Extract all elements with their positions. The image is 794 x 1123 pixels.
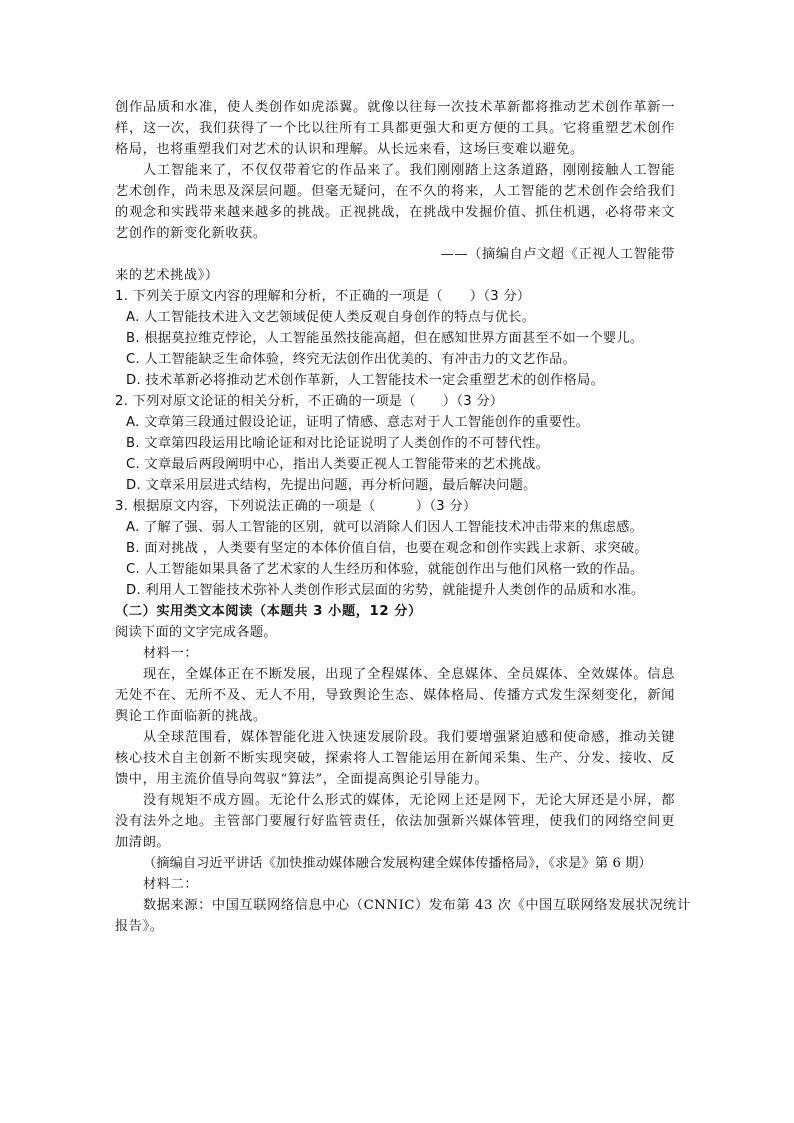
option-3c[interactable]: C. 人工智能如果具备了艺术家的人生经历和体验，就能创作出与他们风格一致的作品。 xyxy=(126,562,644,577)
text-line: 艺创作的新变化新收获。 xyxy=(115,226,267,241)
text-line: 现在，全媒体正在不断发展，出现了全程媒体、全息媒体、全员媒体、全效媒体。信息 xyxy=(143,667,675,682)
material-label: 材料二： xyxy=(143,877,199,892)
text-line: 的观念和实践带来越来越多的挑战。正视挑战，在挑战中发掘价值、抓住机遇，必将带来文 xyxy=(115,205,675,220)
text-line: 馈中，用主流价值导向驾驭“算法”，全面提高舆论引导能力。 xyxy=(115,772,489,787)
text-line: 创作品质和水准，使人类创作如虎添翼。就像以往每一次技术革新都将推动艺术创作革新一 xyxy=(115,100,675,115)
option-3d[interactable]: D. 利用人工智能技术弥补人类创作形式层面的劣势，就能提升人类创作的品质和水准。 xyxy=(126,583,645,598)
text-line: 格局，也将重塑我们对艺术的认识和理解。从长远来看，这场巨变难以避免。 xyxy=(115,142,584,157)
option-3a[interactable]: A. 了解了强、弱人工智能的区别，就可以消除人们因人工智能技术冲击带来的焦虑感。 xyxy=(126,520,644,535)
section-heading: （二）实用类文本阅读（本题共 3 小题，12 分） xyxy=(115,604,422,619)
source-citation: （摘编自习近平讲话《加快推动媒体融合发展构建全媒体传播格局》，《求是》第 6 期） xyxy=(143,856,652,871)
question-stem-1: 1. 下列关于原文内容的理解和分析，不正确的一项是（ ）（3 分） xyxy=(115,289,531,304)
source-citation: ——（摘编自卢文超《正视人工智能带 xyxy=(440,247,675,262)
text-line: 样，这一次，我们获得了一个比以往所有工具都更强大和更方便的工具。它将重塑艺术创作 xyxy=(115,121,675,136)
option-1b[interactable]: B. 根据莫拉维克悖论，人工智能虽然技能高超，但在感知世界方面甚至不如一个婴儿。 xyxy=(126,331,644,346)
option-2a[interactable]: A. 文章第三段通过假设论证，证明了情感、意志对于人工智能创作的重要性。 xyxy=(126,415,590,430)
text-line: 加清朗。 xyxy=(115,835,171,850)
question-stem-3: 3. 根据原文内容，下列说法正确的一项是（ ）（3 分） xyxy=(115,499,477,514)
text-line: 人工智能来了，不仅仅带着它的作品来了。我们刚刚踏上这条道路，刚刚接触人工智能 xyxy=(143,163,675,178)
text-line: 从全球范围看，媒体智能化进入快速发展阶段。我们要增强紧迫感和使命感，推动关键 xyxy=(143,730,675,745)
text-line: 报告》。 xyxy=(115,919,164,934)
text-line: 艺术创作，尚未思及深层问题。但毫无疑问，在不久的将来，人工智能的艺术创作会给我们 xyxy=(115,184,675,199)
option-1d[interactable]: D. 技术革新必将推动艺术创作革新，人工智能技术一定会重塑艺术的创作格局。 xyxy=(126,373,605,388)
option-2b[interactable]: B. 文章第四段运用比喻论证和对比论证说明了人类创作的不可替代性。 xyxy=(126,436,549,451)
source-citation: 来的艺术挑战》） xyxy=(115,268,219,283)
option-1c[interactable]: C. 人工智能缺乏生命体验，终究无法创作出优美的、有冲击力的文艺作品。 xyxy=(126,352,577,367)
text-line: 核心技术自主创新不断实现突破，探索将人工智能运用在新闻采集、生产、分发、接收、反 xyxy=(115,751,675,766)
option-2c[interactable]: C. 文章最后两段阐明中心，指出人类要正视人工智能带来的艺术挑战。 xyxy=(126,457,550,472)
material-label: 材料一： xyxy=(143,646,199,661)
text-line: 没有规矩不成方圆。无论什么形式的媒体，无论网上还是网下，无论大屏还是小屏，都 xyxy=(143,793,675,808)
option-2d[interactable]: D. 文章采用层进式结构，先提出问题，再分析问题，最后解决问题。 xyxy=(126,478,537,493)
question-stem-2: 2. 下列对原文论证的相关分析，不正确的一项是（ ）（3 分） xyxy=(115,394,504,409)
option-1a[interactable]: A. 人工智能技术进入文艺领域促使人类反观自身创作的特点与优长。 xyxy=(126,310,536,325)
text-line: 没有法外之地。主管部门要履行好监管责任，依法加强新兴媒体管理，使我们的网络空间更 xyxy=(115,814,675,829)
option-3b[interactable]: B. 面对挑战 ，人类要有坚定的本体价值自信，也要在观念和创作实践上求新、求突破。 xyxy=(126,541,648,556)
text-line: 数据来源：中国互联网络信息中心（CNNIC）发布第 43 次《中国互联网络发展状况统计 xyxy=(143,898,691,913)
instruction: 阅读下面的文字完成各题。 xyxy=(115,625,277,640)
text-line: 舆论工作面临新的挑战。 xyxy=(115,709,267,724)
text-line: 无处不在、无所不及、无人不用，导致舆论生态、媒体格局、传播方式发生深刻变化，新闻 xyxy=(115,688,675,703)
